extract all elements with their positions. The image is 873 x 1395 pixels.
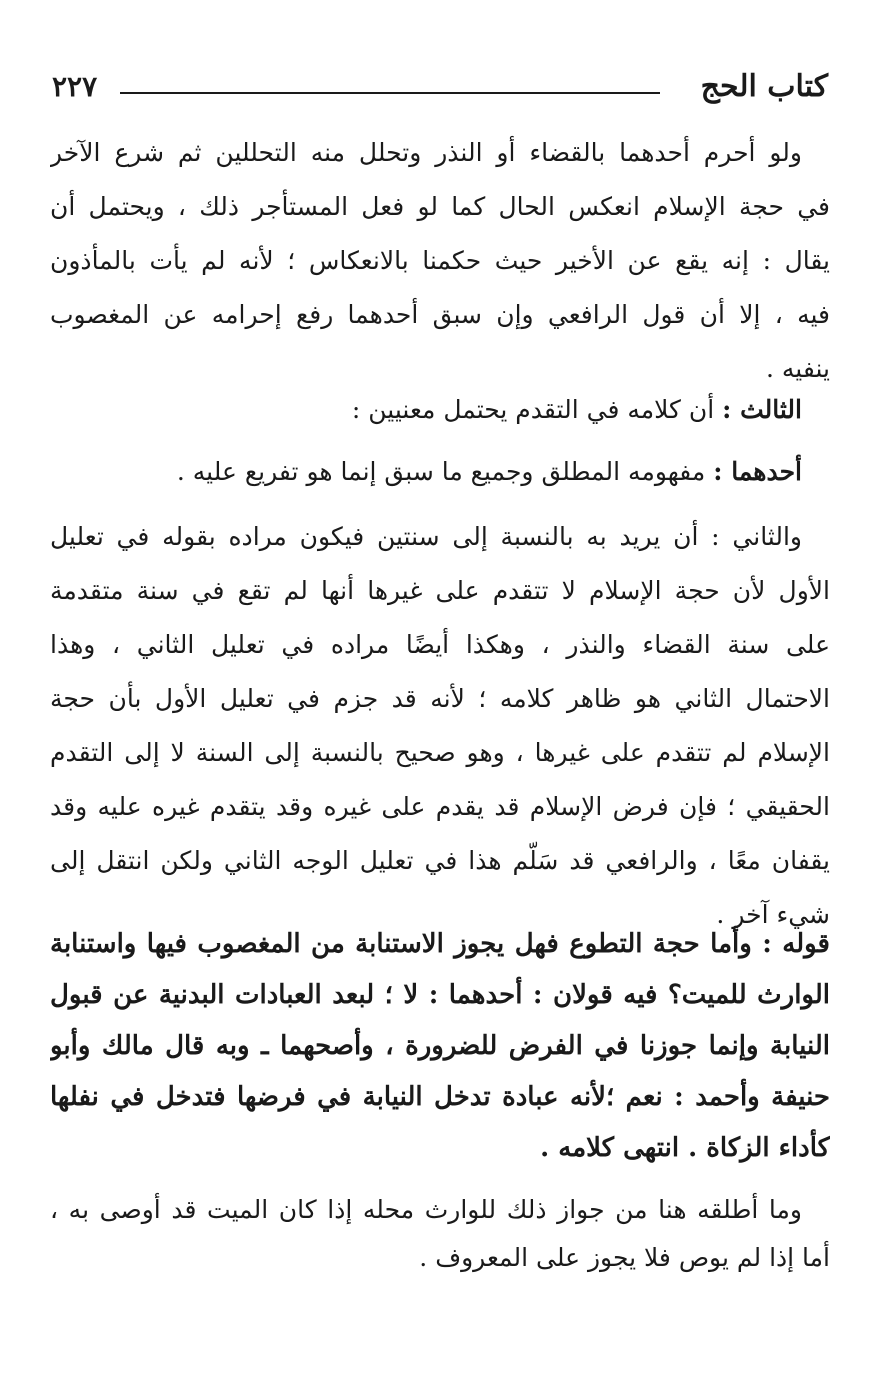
text-line: وما أطلقه هنا من جواز ذلك للوارث محله إذا كان الميت قد أوصى به ، (50, 1195, 802, 1224)
text-line: الاحتمال الثاني هو ظاهر كلامه ؛ لأنه قد جزم في تعليل الأول بأن حجة (50, 684, 830, 713)
text-line: يقال : إنه يقع عن الأخير حيث حكمنا بالانعكاس ؛ لأنه لم يأت بالمأذون (50, 246, 830, 275)
text-line: في حجة الإسلام انعكس الحال كما لو فعل المستأجر ذلك ، ويحتمل أن (50, 192, 830, 221)
page-header (52, 62, 828, 112)
first-meaning (50, 445, 830, 499)
text-line (50, 383, 830, 437)
quote-line: كأداء الزكاة . انتهى كلامه . (540, 1133, 830, 1163)
text-line (50, 445, 830, 499)
text-line: ينفيه . (766, 354, 830, 383)
first-meaning-text: مفهومه المطلق وجميع ما سبق إنما هو تفريع عليه . (176, 457, 706, 486)
text-line: أما إذا لم يوص فلا يجوز على المعروف . (419, 1243, 830, 1272)
quote-line: حنيفة وأحمد : نعم ؛لأنه عبادة تدخل النيابة في فرضها فتدخل في نفلها (50, 1082, 830, 1112)
running-title: كتاب الحج (700, 69, 828, 104)
page-number: ٢٢٧ (52, 70, 98, 103)
first-meaning-heading: أحدهما : (713, 457, 802, 486)
text-line: والثاني : أن يريد به بالنسبة إلى سنتين فيكون مراده بقوله في تعليل (50, 522, 802, 551)
quote-line: قوله : وأما حجة التطوع فهل يجوز الاستنابة من المغصوب فيها واستنابة (50, 929, 830, 959)
third-text: أن كلامه في التقدم يحتمل معنيين : (351, 395, 715, 424)
paragraph-3 (50, 1186, 830, 1282)
third-heading: الثالث : (722, 395, 802, 424)
text-line: الأول لأن حجة الإسلام لا تتقدم على غيرها أنها لم تقع في سنة متقدمة (50, 576, 830, 605)
quote-block (50, 919, 830, 1174)
text-line: الحقيقي ؛ فإن فرض الإسلام قد يقدم على غيره وقد يتقدم غيره عليه وقد (50, 792, 830, 821)
text-line: يقفان معًا ، والرافعي قد سَلّم هذا في تعليل الوجه الثاني ولكن انتقل إلى (50, 846, 830, 875)
text-line: الإسلام لم تتقدم على غيرها ، وهو صحيح بالنسبة إلى السنة لا إلى التقدم (50, 738, 830, 767)
header-rule (120, 92, 660, 94)
text-line: شيء آخر . (716, 900, 830, 929)
paragraph-2 (50, 510, 830, 942)
quote-line: النيابة وإنما جوزنا في الفرض للضرورة ، وأصحهما ـ وبه قال مالك وأبو (50, 1031, 830, 1061)
paragraph-1 (50, 126, 830, 396)
third-point (50, 383, 830, 437)
text-line: على سنة القضاء والنذر ، وهكذا أيضًا مراده في تعليل الثاني ، وهذا (50, 630, 830, 659)
quote-line: الوارث للميت؟ فيه قولان : أحدهما : لا ؛ لبعد العبادات البدنية عن قبول (50, 980, 830, 1010)
text-line: فيه ، إلا أن قول الرافعي وإن سبق أحدهما رفع إحرامه عن المغصوب (50, 300, 830, 329)
text-line: ولو أحرم أحدهما بالقضاء أو النذر وتحلل منه التحللين ثم شرع الآخر (50, 138, 802, 167)
